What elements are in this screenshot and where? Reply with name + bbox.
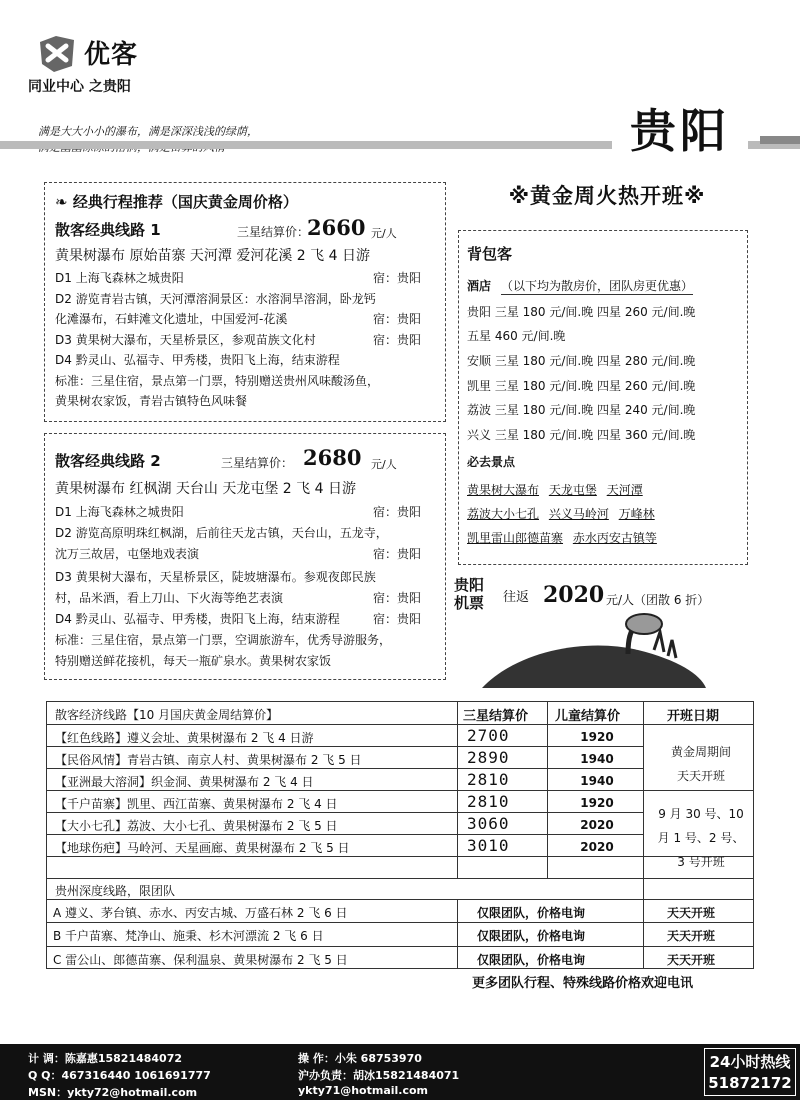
stay-label: 宿：贵阳 xyxy=(373,547,422,561)
backpacker-box xyxy=(458,230,748,565)
sights-row xyxy=(467,481,643,498)
price-unit: 元/人 xyxy=(371,227,397,240)
deep-route-date: 天天开班 xyxy=(667,906,716,920)
sight-link[interactable]: 黄果树大瀑布 xyxy=(467,483,540,497)
sight-link[interactable]: 凯里雷山郎德苗寨 xyxy=(467,531,564,545)
route-2-spots: 黄果树瀑布 红枫湖 天台山 天龙屯堡 2 飞 4 日游 xyxy=(55,481,356,497)
deep-route-date: 天天开班 xyxy=(667,953,716,967)
hotel-label: 酒店 xyxy=(467,279,492,293)
itinerary-line: 沈万三故居，屯堡地戏表演 xyxy=(55,547,200,561)
sight-link[interactable]: 天河潭 xyxy=(606,483,643,497)
table-header-child: 儿童结算价 xyxy=(555,709,621,724)
schedule-line: 9 月 30 号、10 xyxy=(658,807,744,821)
stay-label: 宿：贵阳 xyxy=(373,271,422,285)
hot-title: ※黄金周火热开班※ xyxy=(508,184,706,208)
hotline-label: 24小时热线 xyxy=(709,1053,791,1071)
schedule-line: 天天开班 xyxy=(676,769,725,783)
table-row-child: 1920 xyxy=(580,796,614,810)
hotel-price-row: 安顺 三星 180 元/间.晚 四星 280 元/间.晚 xyxy=(467,354,696,368)
hotline-number[interactable]: 51872172 xyxy=(708,1074,792,1092)
itinerary-line: D3 黄果树大瀑布，天星桥景区，参观苗族文化村 xyxy=(55,333,316,347)
table-row-price: 2890 xyxy=(467,748,510,767)
table-header-price: 三星结算价 xyxy=(463,709,529,724)
hotel-price-row: 凯里 三星 180 元/间.晚 四星 260 元/间.晚 xyxy=(467,379,696,393)
itinerary-line: 村，品米酒，看上刀山、下火海等绝艺表演 xyxy=(55,591,284,605)
table-header-date: 开班日期 xyxy=(667,709,720,724)
table-row-price: 2810 xyxy=(467,770,510,789)
brand-name: 优客 xyxy=(84,40,139,70)
deep-routes-title: 贵州深度线路，限团队 xyxy=(55,884,176,898)
itinerary-line: 特别赠送鲜花接机，每天一瓶矿泉水。黄果树农家饭 xyxy=(55,654,332,668)
hill-illustration xyxy=(478,610,710,692)
price-unit: 元/人 xyxy=(371,458,397,471)
table-row-route: 【地球伤疤】马岭河、天星画廊、黄果树瀑布 2 飞 5 日 xyxy=(55,841,350,855)
sight-link[interactable]: 赤水丙安古镇等 xyxy=(572,531,657,545)
msn-contact: MSN：ykty72@hotmail.com xyxy=(28,1086,198,1099)
price-label: 三星结算价： xyxy=(221,456,294,470)
table-row-route: 【红色线路】遵义会址、黄果树瀑布 2 飞 4 日游 xyxy=(55,731,314,745)
route-2-title: 散客经典线路 2 xyxy=(55,452,161,470)
air-title xyxy=(454,576,484,612)
stay-label: 宿：贵阳 xyxy=(373,612,422,626)
leaf-icon: ❧ xyxy=(55,193,68,211)
price-label: 三星结算价： xyxy=(237,225,310,239)
itinerary-line: 标准：三星住宿，景点第一门票，空调旅游车，优秀导游服务， xyxy=(55,633,392,647)
deep-route-name: A 遵义、茅台镇、赤水、丙安古城、万盛石林 2 飞 6 日 xyxy=(53,906,348,920)
itinerary-line: 黄果树农家饭，青岩古镇特色风味餐 xyxy=(55,394,248,408)
table-row-route: 【民俗风情】青岩古镇、南京人村、黄果树瀑布 2 飞 5 日 xyxy=(55,753,362,767)
brand-logo xyxy=(36,32,78,74)
air-unit: 元/人（团散 6 折） xyxy=(606,593,710,607)
manager-contact: 沪办负责：胡冰15821484071 xyxy=(298,1069,460,1082)
sight-link[interactable]: 万峰林 xyxy=(618,507,655,521)
deep-route-price: 仅限团队，价格电询 xyxy=(477,906,586,920)
deep-route-price: 仅限团队，价格电询 xyxy=(477,929,586,943)
sight-link[interactable]: 天龙屯堡 xyxy=(548,483,597,497)
table-row-price: 2810 xyxy=(467,792,510,811)
deep-route-price: 仅限团队，价格电询 xyxy=(477,953,586,967)
itinerary-line: D4 黔灵山、弘福寺、甲秀楼，贵阳飞上海，结束游程 xyxy=(55,353,340,367)
route-heading-text: 经典行程推荐（国庆黄金周价格） xyxy=(72,193,298,211)
route-2-price: 2680 xyxy=(303,445,362,470)
itinerary-line: D1 上海飞森林之城贵阳 xyxy=(55,505,184,519)
hotline-box xyxy=(704,1048,796,1096)
air-title-line: 贵阳 xyxy=(454,576,485,594)
air-price: 2020 xyxy=(543,582,605,608)
itinerary-line: D4 黔灵山、弘福寺、甲秀楼，贵阳飞上海，结束游程 xyxy=(55,612,340,626)
air-title-line: 机票 xyxy=(454,594,485,612)
itinerary-line: 标准：三星住宿，景点第一门票，特别赠送贵州风味酸汤鱼， xyxy=(55,374,380,388)
qq-contact: Q Q：467316440 1061691777 xyxy=(28,1069,211,1082)
table-header-routes: 散客经济线路【10 月国庆黄金周结算价】 xyxy=(55,708,279,722)
operator-contact: 操 作：小朱 68753970 xyxy=(298,1052,422,1065)
air-label: 往返 xyxy=(503,590,530,605)
table-row-child: 2020 xyxy=(580,840,614,854)
schedule-line: 黄金周期间 xyxy=(670,745,731,759)
itinerary-line: D2 游览青岩古镇，天河潭溶洞景区：水溶洞旱溶洞，卧龙钙 xyxy=(55,292,376,306)
stay-label: 宿：贵阳 xyxy=(373,312,422,326)
route-heading xyxy=(55,191,298,212)
deep-route-name: B 千户苗寨、梵净山、施秉、杉木河漂流 2 飞 6 日 xyxy=(53,929,324,943)
itinerary-line: D2 游览高原明珠红枫湖，后前往天龙古镇，天台山，五龙寺， xyxy=(55,526,388,540)
hotel-price-row: 兴义 三星 180 元/间.晚 四星 360 元/间.晚 xyxy=(467,428,696,442)
backpacker-title: 背包客 xyxy=(467,245,513,263)
schedule-golden-week xyxy=(661,740,741,788)
header-corner xyxy=(760,136,800,144)
route-1-box xyxy=(44,182,446,422)
itinerary-line: D1 上海飞森林之城贵阳 xyxy=(55,271,184,285)
table-row-price: 3010 xyxy=(467,836,510,855)
sight-link[interactable]: 荔波大小七孔 xyxy=(467,507,540,521)
table-row-child: 1920 xyxy=(580,730,614,744)
planner-contact: 计 调：陈嘉惠15821484072 xyxy=(28,1052,183,1065)
brand-subtitle: 同业中心 之贵阳 xyxy=(28,79,131,95)
route-1-title: 散客经典线路 1 xyxy=(55,221,161,239)
stay-label: 宿：贵阳 xyxy=(373,591,422,605)
route-2-box xyxy=(44,433,446,680)
table-row-child: 2020 xyxy=(580,818,614,832)
hotel-note: （以下均为散房价，团队房更优惠） xyxy=(501,279,694,293)
table-row-child: 1940 xyxy=(580,752,614,766)
table-row-price: 2700 xyxy=(467,726,510,745)
more-info-note: 更多团队行程、特殊线路价格欢迎电讯 xyxy=(472,976,694,991)
schedule-line: 月 1 号、2 号、 xyxy=(657,831,745,845)
msn-contact-2: ykty71@hotmail.com xyxy=(298,1084,429,1097)
slogan xyxy=(38,124,258,156)
table-row-price: 3060 xyxy=(467,814,510,833)
table-row-route: 【千户苗寨】凯里、西江苗寨、黄果树瀑布 2 飞 4 日 xyxy=(55,797,338,811)
schedule-dates xyxy=(651,802,751,874)
contact-footer xyxy=(0,1044,800,1100)
schedule-line: 3 号开班 xyxy=(677,855,725,869)
sights-row xyxy=(467,505,655,522)
stay-label: 宿：贵阳 xyxy=(373,333,422,347)
itinerary-line: 化滩瀑布，石蚌滩文化遗址，中国爱河-花溪 xyxy=(55,312,288,326)
route-1-spots: 黄果树瀑布 原始苗寨 天河潭 爱河花溪 2 飞 4 日游 xyxy=(55,248,370,264)
deep-route-date: 天天开班 xyxy=(667,929,716,943)
deep-route-name: C 雷公山、郎德苗寨、保利温泉、黄果树瀑布 2 飞 5 日 xyxy=(53,953,348,967)
stay-label: 宿：贵阳 xyxy=(373,505,422,519)
table-row-child: 1940 xyxy=(580,774,614,788)
hotel-price-row: 荔波 三星 180 元/间.晚 四星 240 元/间.晚 xyxy=(467,403,696,417)
sights-row xyxy=(467,529,657,546)
hotel-price-row: 五星 460 元/间.晚 xyxy=(467,329,566,343)
hotel-price-row: 贵阳 三星 180 元/间.晚 四星 260 元/间.晚 xyxy=(467,305,696,319)
route-price-table xyxy=(46,701,754,969)
route-1-price: 2660 xyxy=(307,215,366,240)
sights-title: 必去景点 xyxy=(467,455,516,469)
city-title: 贵阳 xyxy=(612,98,748,164)
slogan-line: 满是大大小小的瀑布，满是深深浅浅的绿荫， xyxy=(38,125,258,138)
sight-link[interactable]: 兴义马岭河 xyxy=(548,507,609,521)
table-row-route: 【大小七孔】荔波、大小七孔、黄果树瀑布 2 飞 5 日 xyxy=(55,819,338,833)
table-row-route: 【亚洲最大溶洞】织金洞、黄果树瀑布 2 飞 4 日 xyxy=(55,775,314,789)
itinerary-line: D3 黄果树大瀑布，天星桥景区，陡坡塘瀑布。参观夜郎民族 xyxy=(55,570,376,584)
